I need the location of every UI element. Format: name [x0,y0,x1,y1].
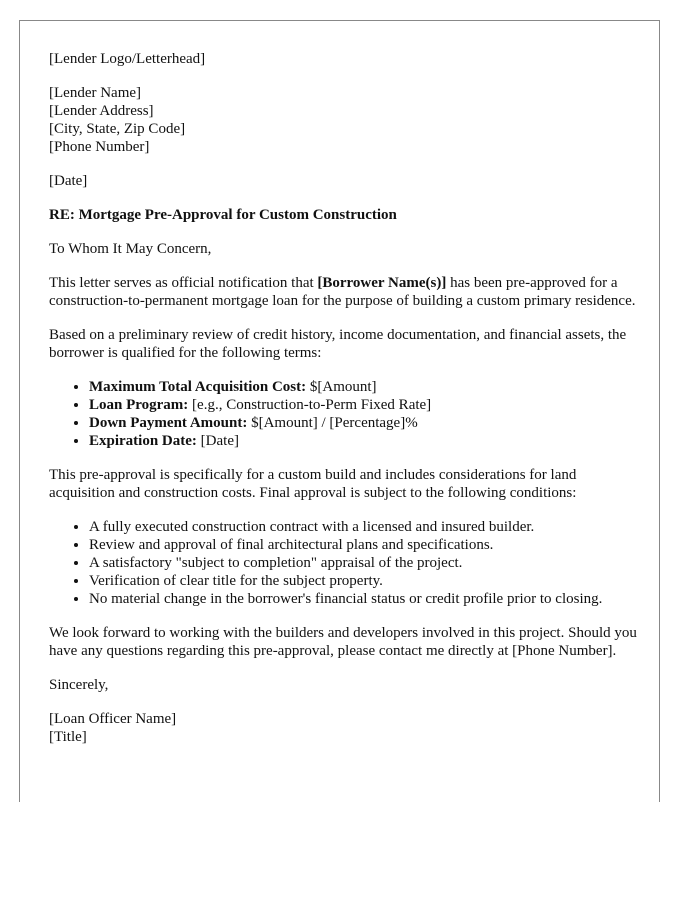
term-value: [Date] [196,433,239,449]
term-label: Loan Program: [89,397,189,413]
condition-item: • A fully executed construction contract with a licensed and insured builder. [89,518,639,536]
term-label: Down Payment Amount: [89,415,248,431]
term-item [89,396,639,414]
term-item [89,432,639,450]
letterhead [49,50,639,68]
letter-content [49,50,639,762]
term-value: $[Amount] / [Percentage]% [247,415,418,431]
letter-page [19,20,660,802]
condition-item: • Review and approval of final architectural plans and specifications. [89,536,639,554]
term-label: Maximum Total Acquisition Cost: [89,379,307,395]
condition-item: • Verification of clear title for the subject property. [89,572,639,590]
intro-before: This letter serves as official notification that [49,275,318,291]
lender-phone: [Phone Number] [49,139,150,155]
lender-name: [Lender Name] [49,85,142,101]
loan-officer-name: [Loan Officer Name] [49,711,177,727]
term-item [89,414,639,432]
borrower-name: [Borrower Name(s)] [317,275,447,291]
intro-paragraph [49,274,639,310]
loan-officer-title: [Title] [49,729,87,745]
term-value: $[Amount] [306,379,377,395]
conditions-list [49,518,639,608]
salutation: To Whom It May Concern, [49,241,212,257]
conditions-paragraph: This pre-approval is specifically for a custom build and includes considerations for land acquisition and construction costs. Final approval is subject to the following conditions: [49,467,577,501]
terms-list [49,378,639,450]
letterhead-placeholder: [Lender Logo/Letterhead] [49,51,206,67]
signoff: Sincerely, [49,677,109,693]
condition-item: • No material change in the borrower's financial status or credit profile prior to closing. [89,590,639,608]
condition-item: • A satisfactory "subject to completion" appraisal of the project. [89,554,639,572]
subject-line: RE: Mortgage Pre-Approval for Custom Construction [49,207,397,223]
date-text: [Date] [49,173,88,189]
term-label: Expiration Date: [89,433,197,449]
lender-address-block [49,84,639,156]
closing-paragraph: We look forward to working with the builders and developers involved in this project. Should you have any questions regarding this pre-approval, please contact me directly at [Phone Number]. [49,625,637,659]
term-value: [e.g., Construction-to-Perm Fixed Rate] [188,397,432,413]
term-item [89,378,639,396]
intro-after: has been pre-approved for a construction-to-permanent mortgage loan for the purpose of building a custom primary residence. [49,275,636,309]
lender-address: [Lender Address] [49,103,154,119]
lender-city-state-zip: [City, State, Zip Code] [49,121,186,137]
letter-date [49,172,639,190]
signature-block [49,710,639,746]
review-paragraph: Based on a preliminary review of credit history, income documentation, and financial assets, the borrower is qualified for the following terms: [49,327,627,361]
